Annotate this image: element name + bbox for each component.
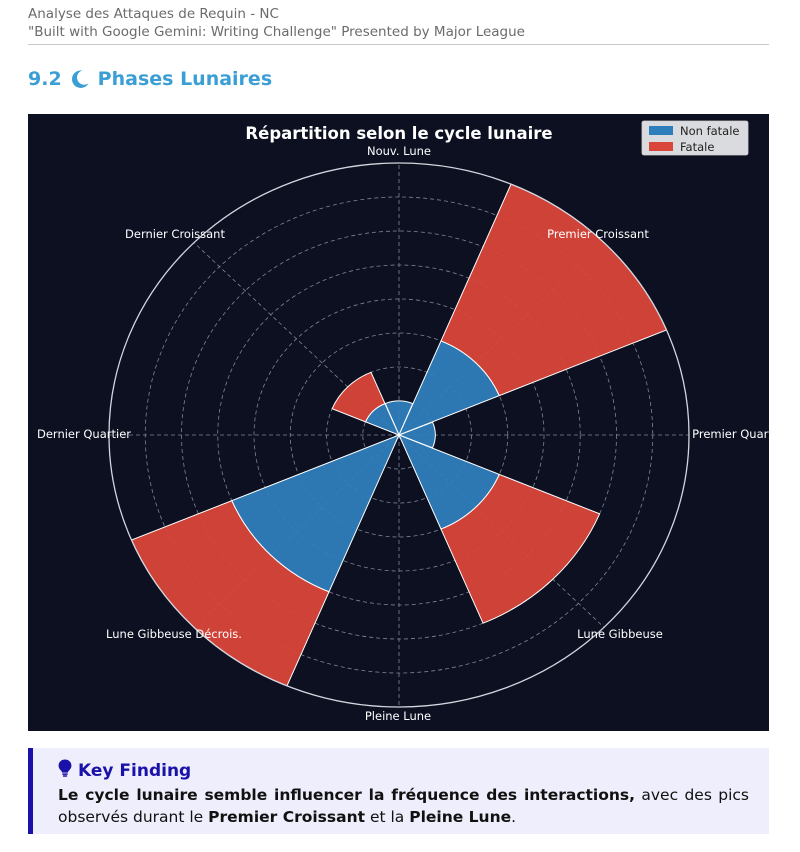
callout-text-3: . [511, 808, 517, 826]
legend-swatch [649, 142, 673, 151]
legend-label: Non fatale [680, 124, 740, 138]
crescent-moon-icon [70, 69, 90, 89]
chart-panel [28, 114, 788, 731]
callout-heading [58, 759, 191, 782]
section-number: 9.2 [28, 68, 62, 90]
callout-text-2: et la [365, 808, 410, 826]
category-label: Dernier Quartier [36, 427, 132, 441]
section-heading [28, 68, 272, 90]
category-label: Nouv. Lune [366, 144, 432, 158]
callout-text-1: avec des pics observés durant le [58, 786, 749, 826]
callout-title: Key Finding [78, 760, 192, 781]
document-header [28, 5, 769, 45]
callout-bold-3: Pleine Lune [409, 808, 512, 826]
category-label: Premier Quartier [692, 427, 788, 441]
category-label: Dernier Croissant [125, 227, 225, 241]
callout-body [58, 784, 749, 828]
key-finding-callout [28, 748, 769, 834]
category-label: Lune Gibbeuse Décrois. [106, 627, 242, 641]
lunar-polar-chart [28, 114, 788, 731]
category-label: Lune Gibbeuse [577, 627, 663, 641]
callout-bold-1: Le cycle lunaire semble influencer la fréquence des interactions, [58, 786, 636, 804]
header-line-1: Analyse des Attaques de Requin - NC [28, 6, 279, 22]
category-label: Premier Croissant [547, 227, 649, 241]
section-title: Phases Lunaires [97, 68, 273, 90]
callout-bold-2: Premier Croissant [208, 808, 366, 826]
lightbulb-icon [58, 759, 72, 782]
header-line-2: "Built with Google Gemini: Writing Challenge" Presented by Major League [28, 24, 525, 40]
legend-label: Fatale [680, 140, 715, 154]
legend-swatch [649, 126, 673, 135]
chart-title: Répartition selon le cycle lunaire [245, 124, 553, 143]
category-label: Pleine Lune [364, 709, 432, 723]
